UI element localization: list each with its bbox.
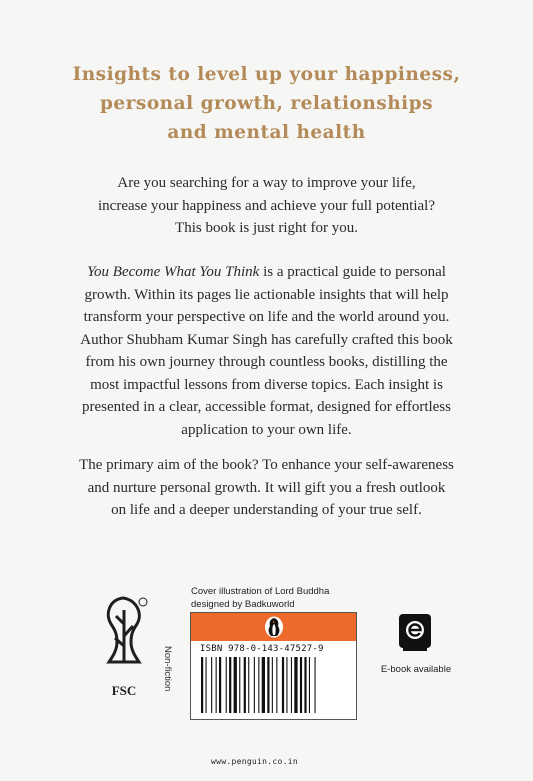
description-line: most impactful lessons from diverse topics. Each insight is (90, 376, 443, 393)
headline-line: personal growth, relationships (99, 93, 434, 114)
description-line: application to your own life. (181, 421, 352, 438)
isbn-number: ISBN 978-0-143-47527-9 (200, 644, 324, 654)
cover-credit (191, 586, 353, 611)
penguin-logo-icon (264, 616, 284, 638)
headline-line: and mental health (167, 122, 366, 143)
aim-line: on life and a deeper understanding of your true self. (111, 502, 422, 518)
category-label: Non-fiction (162, 646, 173, 692)
ebook-icon (397, 613, 433, 653)
description-line (40, 261, 493, 284)
credit-line: Cover illustration of Lord Buddha (191, 586, 330, 597)
barcode-box (190, 612, 357, 720)
description-text: is a practical guide to personal (259, 264, 446, 280)
intro-line: increase your happiness and achieve your full potential? (98, 197, 435, 214)
aim-line: and nurture personal growth. It will gift you a fresh outlook (87, 479, 446, 496)
description-line: presented in a clear, accessible format, designed for effortless (82, 399, 451, 415)
isbn-barcode (199, 657, 349, 713)
orange-band (191, 613, 356, 641)
headline (30, 60, 503, 147)
description-line: from his own journey through countless books, distilling the (85, 354, 448, 370)
publisher-website: www.penguin.co.in (211, 757, 298, 766)
description-line: transform your perspective on life and the world around you. (83, 309, 450, 325)
ebook-label: E-book available (380, 664, 452, 675)
aim-paragraph (40, 454, 493, 522)
description-line: Author Shubham Kumar Singh has carefully crafted this book (80, 331, 453, 348)
description-paragraph (40, 261, 493, 441)
credit-line: designed by Badkuworld (191, 598, 295, 610)
intro-line: This book is just right for you. (175, 220, 358, 236)
description-line: growth. Within its pages lie actionable insights that will help (84, 286, 449, 303)
intro-paragraph (40, 172, 493, 240)
intro-line: Are you searching for a way to improve your life, (117, 175, 416, 191)
fsc-label: FSC (111, 683, 137, 698)
book-title: You Become What You Think (87, 264, 260, 280)
headline-line: Insights to level up your happiness, (72, 64, 461, 85)
aim-line: The primary aim of the book? To enhance your self-awareness (79, 457, 454, 473)
